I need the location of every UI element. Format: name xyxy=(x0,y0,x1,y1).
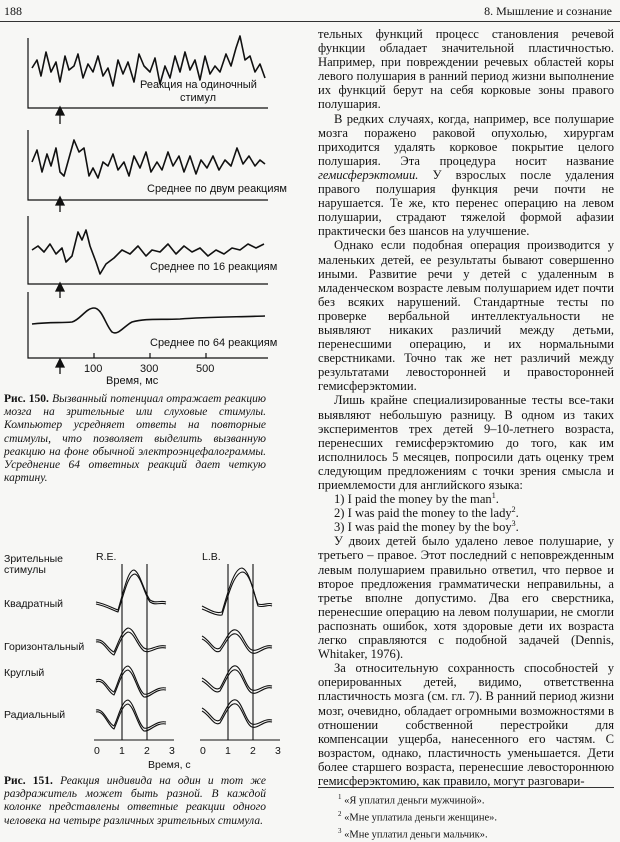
x-tick-label: 500 xyxy=(196,363,215,375)
stimulus-arrow xyxy=(56,283,64,298)
label-single-response: Реакция на одиночный xyxy=(140,79,257,91)
footnote: $^2$ «Мне уплатила деньги женщине». xyxy=(338,810,498,824)
row-label-circle: Круглый xyxy=(4,667,45,679)
stimulus-arrow xyxy=(56,359,64,374)
label-average-64: Среднее по 64 реакциям xyxy=(150,337,278,349)
axis-panel-3 xyxy=(28,216,268,284)
body-text xyxy=(318,27,614,788)
trace-lb-square xyxy=(202,572,272,615)
trace-re-circle xyxy=(96,666,166,694)
caption-number: Рис. 151. xyxy=(4,775,53,787)
caption-text: Вызванный потенциал отражает реакцию мозга на зрительные или слуховые стимулы. Компьютер усредняет ответы на повторные стимулы, что позволяет выделить вызванную реакцию на фоне обычной электроэнцефалограммы. Усреднение 64 ответных реакций дает четкую картину. xyxy=(4,393,266,485)
example-sentence: 1) I paid the money by the man$^1$. xyxy=(334,490,499,507)
trace-lb-horizontal xyxy=(202,634,272,654)
figure-151-caption xyxy=(4,775,266,828)
x-tick-marks xyxy=(94,353,206,358)
column-label-re: R.E. xyxy=(96,551,117,563)
x-tick-label: 1 xyxy=(225,745,231,757)
paragraph: За относительную сохранность способностей у оперированных детей, видимо, ответственна пластичность мозга (см. гл. 7). В ранний период жизни мозг, очевидно, обладает огромными возможностями в отношении собственной перестройки для компенсации ущерба, нанесенного его частям. С возрастом, однако, пластичность уменьшается. Дети более старшего возраста, перенесшие левостороннюю гемисферэктомию, как правило, могут разговари- xyxy=(318,661,614,788)
x-tick-label: 0 xyxy=(94,745,100,757)
paragraph: В редких случаях, когда, например, все полушарие мозга поражено раковой опухолью, хирургам приходится удалять корковое покрытие целого полушария. Эта процедура носит название гемисферэктомии. У взрослых после удаления правого полушария функция речи почти не нарушается. Те же, кто перенес операцию на левом полушарии, страдают тяжелой формой афазии практически без шансов на улучшение. xyxy=(318,111,614,239)
row-header: Зрительные xyxy=(4,553,64,565)
header-rule xyxy=(0,21,620,22)
trace-lb-square xyxy=(202,568,272,613)
row-header-2: стимулы xyxy=(4,564,46,576)
term: гемисферэктомии. xyxy=(318,167,419,182)
trace-re-horizontal xyxy=(96,632,166,655)
trace-lb-circle xyxy=(202,670,272,693)
x-tick-label: 2 xyxy=(144,745,150,757)
trace-average-2 xyxy=(32,140,265,178)
x-tick-label: 3 xyxy=(275,745,281,757)
label-average-16: Среднее по 16 реакциям xyxy=(150,261,278,273)
column-label-lb: L.B. xyxy=(202,551,221,563)
figure-151 xyxy=(0,540,300,770)
stimulus-arrow xyxy=(56,107,64,124)
caption-number: Рис. 150. xyxy=(4,393,49,405)
label-average-2: Среднее по двум реакциям xyxy=(147,183,287,195)
trace-lb-circle xyxy=(202,666,272,691)
x-tick-label: 300 xyxy=(140,363,159,375)
example-sentence: 2) I was paid the money to the lady$^2$. xyxy=(334,505,519,521)
trace-re-square xyxy=(96,574,166,612)
x-tick-label: 2 xyxy=(250,745,256,757)
example-sentence: 3) I was paid the money by the boy$^3$. xyxy=(334,519,519,535)
x-axis-label: Время, мс xyxy=(106,375,159,387)
footnote: $^3$ «Мне уплатил деньги мальчик». xyxy=(338,827,488,841)
footnotes xyxy=(318,787,614,842)
x-axis-label: Время, с xyxy=(148,759,191,770)
trace-lb-radial xyxy=(202,704,272,728)
stimulus-arrow xyxy=(56,197,64,212)
caption-text: Реакция индивида на один и тот же раздражитель может быть разной. В каждой колонке представлены ответные реакции одного человека на четыре различных зрительных стимула. xyxy=(4,775,266,827)
paragraph: У двоих детей было удалено левое полушарие, у третьего – правое. Этот последний с неповрежденным левым полушарием правильно ответил, что первое и второе предложения грамматически неправильны, а третье вполне допустимо. Два его сверстника, перенесшие операцию на левом полушарии, не смогли распознать ошибок, хотя здоровые дети их возраста легко справляются с подобной задачей (Dennis, Whitaker, 1976). xyxy=(318,534,614,662)
figure-150-caption xyxy=(4,393,266,485)
trace-re-circle xyxy=(96,670,166,697)
chapter-title: 8. Мышление и сознание xyxy=(484,4,612,18)
x-tick-label: 0 xyxy=(200,745,206,757)
row-label-radial: Радиальный xyxy=(4,709,66,721)
page-number: 188 xyxy=(4,4,22,18)
paragraph: тельных функций процесс становления речевой функции обладает значительной пластичностью. Например, при повреждении речевых областей коры левого полушария в ранний период жизни выполнение их функций берут на себя корковые зоны правого полушария. xyxy=(318,27,614,112)
footnote: $^1$ «Я уплатил деньги мужчиной». xyxy=(338,793,485,807)
paragraph: Однако если подобная операция производится у маленьких детей, ее результаты бывают совершенно иными. Развитие речи у детей с удаленным в младенческом возрасте левым полушарием идет почти без всяких нарушений. Стандартные тесты по проверке вербальной интеллектуальности не выявляют никаких различий между детьми, перенесшими операцию, и их нормальными сверстниками. Точно так же нет различий между результатами левосторонней и правосторонней гемисферэктомии. xyxy=(318,238,614,394)
x-tick-label: 3 xyxy=(169,745,175,757)
trace-re-radial xyxy=(96,700,166,728)
row-label-horizontal: Горизонтальный xyxy=(4,641,85,653)
row-label-square: Квадратный xyxy=(4,598,64,610)
trace-average-64 xyxy=(32,308,265,333)
label-single-response-2: стимул xyxy=(180,92,217,104)
paragraph: Лишь крайне специализированные тесты все-таки выявляют небольшую разницу. В одном из таких экспериментов трех детей 9–10-летнего возраста, перенесших гемисферэктомию до того, как им исполнилось 5 месяцев, попросили дать оценку трем следующим предложениям с точки зрения смысла и приемлемости для английского языка: xyxy=(318,393,614,492)
x-tick-label: 100 xyxy=(84,363,103,375)
axis-panel-1 xyxy=(28,38,268,108)
x-tick-label: 1 xyxy=(119,745,125,757)
figure-150 xyxy=(0,26,300,388)
trace-lb-horizontal xyxy=(202,630,272,651)
